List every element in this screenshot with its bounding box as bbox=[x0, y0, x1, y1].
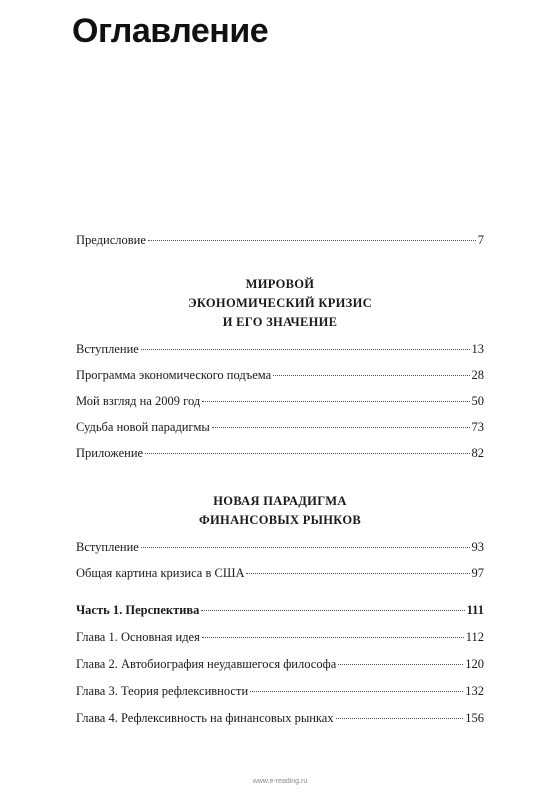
toc-entry-page: 132 bbox=[465, 684, 484, 698]
toc-entry-label: Глава 2. Автобиография неудавшегося философа bbox=[76, 657, 337, 671]
section-heading-line: ЭКОНОМИЧЕСКИЙ КРИЗИС bbox=[188, 296, 372, 310]
toc-entry-label: Глава 1. Основная идея bbox=[76, 630, 200, 644]
toc-entry[interactable] bbox=[76, 539, 484, 555]
toc-entry-page: 7 bbox=[477, 233, 484, 247]
toc-entry-label: Общая картина кризиса в США bbox=[76, 566, 245, 580]
section-heading-line: НОВАЯ ПАРАДИГМА bbox=[213, 494, 347, 508]
dot-leader bbox=[145, 453, 469, 454]
toc-entry-page: 111 bbox=[466, 603, 484, 617]
toc-entry-page: 112 bbox=[465, 630, 484, 644]
dot-leader bbox=[212, 427, 470, 428]
toc-entry-label: Программа экономического подъема bbox=[76, 368, 272, 382]
section-heading-line: МИРОВОЙ bbox=[245, 277, 315, 291]
toc-entry-label: Вступление bbox=[76, 540, 139, 554]
dot-leader bbox=[201, 610, 464, 611]
section-heading-world-crisis bbox=[76, 275, 484, 332]
toc-entry-page: 50 bbox=[471, 394, 484, 408]
toc-entry-label: Часть 1. Перспектива bbox=[76, 603, 200, 617]
toc-entry-chapter[interactable] bbox=[76, 629, 484, 645]
page-title: Оглавление bbox=[72, 12, 269, 50]
dot-leader bbox=[338, 664, 463, 665]
toc-entry-label: Мой взгляд на 2009 год bbox=[76, 394, 201, 408]
toc-entry-part[interactable] bbox=[76, 602, 484, 618]
toc-entry[interactable] bbox=[76, 565, 484, 581]
toc-entry-page: 93 bbox=[471, 540, 484, 554]
dot-leader bbox=[250, 691, 463, 692]
toc-entry[interactable] bbox=[76, 393, 484, 409]
dot-leader bbox=[141, 349, 470, 350]
toc-entry[interactable] bbox=[76, 445, 484, 461]
footer-watermark: www.e-reading.ru bbox=[252, 778, 308, 785]
dot-leader bbox=[246, 573, 469, 574]
toc-entry[interactable] bbox=[76, 341, 484, 357]
section-heading-line: И ЕГО ЗНАЧЕНИЕ bbox=[222, 315, 338, 329]
dot-leader bbox=[202, 401, 469, 402]
section-heading-line: ФИНАНСОВЫХ РЫНКОВ bbox=[199, 513, 361, 527]
toc-entry-page: 73 bbox=[471, 420, 484, 434]
toc-entry-label: Судьба новой парадигмы bbox=[76, 420, 210, 434]
toc-entry-page: 28 bbox=[471, 368, 484, 382]
toc-entry-chapter[interactable] bbox=[76, 710, 484, 726]
toc-entry-label: Глава 3. Теория рефлексивности bbox=[76, 684, 249, 698]
toc-entry[interactable] bbox=[76, 367, 484, 383]
dot-leader bbox=[336, 718, 464, 719]
toc-entry[interactable] bbox=[76, 419, 484, 435]
section-heading-new-paradigm bbox=[76, 492, 484, 530]
toc-entry-page: 13 bbox=[471, 342, 484, 356]
toc-entry-page: 82 bbox=[471, 446, 484, 460]
toc-entry-chapter[interactable] bbox=[76, 683, 484, 699]
toc-entry-page: 156 bbox=[465, 711, 484, 725]
toc-entry-label: Глава 4. Рефлексивность на финансовых рынках bbox=[76, 711, 334, 725]
dot-leader bbox=[202, 637, 464, 638]
toc-entry-preface[interactable] bbox=[76, 232, 484, 248]
toc-entry-label: Приложение bbox=[76, 446, 144, 460]
toc-entry-label: Вступление bbox=[76, 342, 139, 356]
dot-leader bbox=[148, 240, 476, 241]
dot-leader bbox=[141, 547, 470, 548]
toc-entry-page: 120 bbox=[465, 657, 484, 671]
dot-leader bbox=[273, 375, 469, 376]
toc-entry-chapter[interactable] bbox=[76, 656, 484, 672]
toc-entry-page: 97 bbox=[471, 566, 484, 580]
toc-entry-label: Предисловие bbox=[76, 233, 146, 247]
